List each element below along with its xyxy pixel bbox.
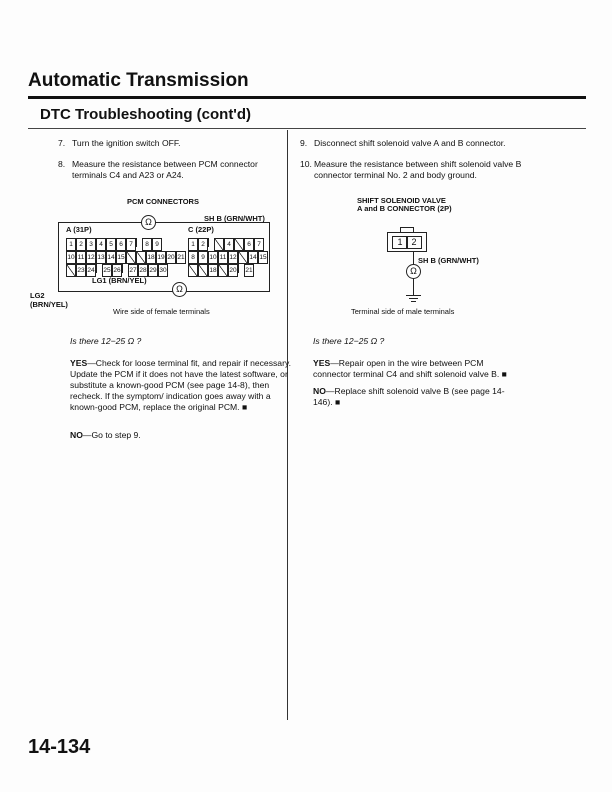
unused-terminal [188, 264, 198, 277]
question: Is there 12−25 Ω ? [70, 336, 142, 346]
terminal: 8 [188, 251, 198, 264]
solenoid-connector [387, 232, 427, 252]
yes-text: —Check for loose terminal fit, and repair if necessary. Update the PCM if it does not have the latest software, or substitute a known-good PCM (see page 14-8), then recheck. If the symptom/ indication goes away with a known-good PCM, replace the original PCM. ■ [70, 358, 291, 412]
terminal: 11 [218, 251, 228, 264]
ohmmeter-icon: Ω [141, 215, 156, 230]
terminal: 28 [138, 264, 148, 277]
unused-terminal [126, 251, 136, 264]
terminal: 2 [198, 238, 208, 251]
terminal: 11 [76, 251, 86, 264]
ohmmeter-icon: Ω [172, 282, 187, 297]
step-text: Measure the resistance between PCM connector terminals C4 and A23 or A24. [72, 159, 258, 180]
no-label: NO [70, 430, 83, 440]
no-answer [313, 386, 523, 408]
page-subtitle: DTC Troubleshooting (cont'd) [40, 106, 252, 123]
terminal: 12 [86, 251, 96, 264]
terminal: 10 [66, 251, 76, 264]
unused-terminal [238, 251, 248, 264]
solenoid-diagram-caption: Terminal side of male terminals [351, 307, 455, 316]
section-title: Automatic Transmission [28, 70, 249, 91]
terminal: 13 [96, 251, 106, 264]
terminal: 15 [116, 251, 126, 264]
terminal: 9 [152, 238, 162, 251]
terminal: 5 [106, 238, 116, 251]
terminal: 6 [116, 238, 126, 251]
terminal: 15 [258, 251, 268, 264]
terminal: 2 [76, 238, 86, 251]
terminal: 6 [244, 238, 254, 251]
terminal: 20 [166, 251, 176, 264]
unused-terminal [218, 264, 228, 277]
terminal: 7 [254, 238, 264, 251]
step-text: Disconnect shift solenoid valve A and B connector. [314, 138, 506, 148]
unused-terminal [214, 238, 224, 251]
terminal: 21 [176, 251, 186, 264]
connector-c-label: C (22P) [188, 225, 214, 234]
terminal: 21 [244, 264, 254, 277]
ohmmeter-icon: Ω [406, 264, 421, 279]
wire-label-lg2-color: (BRN/YEL) [30, 300, 68, 309]
terminal: 18 [146, 251, 156, 264]
no-answer [70, 430, 295, 441]
step-number: 7. [58, 138, 66, 148]
terminal: 14 [248, 251, 258, 264]
pcm-diagram-title: PCM CONNECTORS [127, 197, 199, 206]
wire-label-shb: SH B (GRN/WHT) [204, 214, 265, 223]
terminal: 14 [106, 251, 116, 264]
yes-answer [70, 358, 295, 413]
terminal: 19 [156, 251, 166, 264]
terminal-2: 2 [406, 236, 422, 249]
terminal: 29 [148, 264, 158, 277]
step-number: 8. [58, 159, 66, 169]
step-text: Measure the resistance between shift solenoid valve B connector terminal No. 2 and body ground. [314, 159, 522, 180]
terminal: 25 [102, 264, 112, 277]
subtitle-rule [28, 128, 586, 129]
unused-terminal [66, 264, 76, 277]
step-text: Turn the ignition switch OFF. [72, 138, 181, 148]
title-rule [28, 96, 586, 99]
terminal: 4 [96, 238, 106, 251]
terminal: 9 [198, 251, 208, 264]
connector-a-label: A (31P) [66, 225, 92, 234]
terminal: 8 [142, 238, 152, 251]
yes-label: YES [70, 358, 88, 368]
terminal-1: 1 [392, 236, 408, 249]
terminal: 26 [112, 264, 122, 277]
terminal: 3 [86, 238, 96, 251]
pcm-diagram-caption: Wire side of female terminals [113, 307, 210, 316]
question: Is there 12−25 Ω ? [313, 336, 385, 346]
column-divider [287, 130, 288, 720]
ground-icon-line [409, 298, 418, 299]
ground-icon [406, 295, 421, 296]
no-label: NO [313, 386, 326, 396]
step-number: 10. [300, 159, 312, 169]
unused-terminal [234, 238, 244, 251]
solenoid-diagram-title: SHIFT SOLENOID VALVE [357, 196, 446, 205]
terminal: 23 [76, 264, 86, 277]
wire-label: SH B (GRN/WHT) [418, 256, 479, 265]
terminal: 27 [128, 264, 138, 277]
terminal: 30 [158, 264, 168, 277]
terminal: 24 [86, 264, 96, 277]
terminal: 10 [208, 251, 218, 264]
yes-answer [313, 358, 523, 380]
no-text: —Go to step 9. [82, 430, 141, 440]
yes-text: —Repair open in the wire between PCM connector terminal C4 and shift solenoid valve B. ■ [313, 358, 507, 379]
unused-terminal [136, 251, 146, 264]
page-number: 14-134 [28, 736, 91, 758]
yes-label: YES [313, 358, 331, 368]
wire-label-lg1: LG1 (BRN/YEL) [92, 276, 147, 285]
terminal: 18 [208, 264, 218, 277]
ground-icon-line [411, 301, 416, 302]
solenoid-diagram-subtitle: A and B CONNECTOR (2P) [357, 204, 452, 213]
no-text: —Replace shift solenoid valve B (see page 14-146). ■ [313, 386, 505, 407]
terminal: 12 [228, 251, 238, 264]
terminal: 20 [228, 264, 238, 277]
terminal: 1 [188, 238, 198, 251]
step-number: 9. [300, 138, 308, 148]
wire-label-lg2: LG2 [30, 291, 45, 300]
unused-terminal [198, 264, 208, 277]
terminal: 4 [224, 238, 234, 251]
terminal: 7 [126, 238, 136, 251]
terminal: 1 [66, 238, 76, 251]
